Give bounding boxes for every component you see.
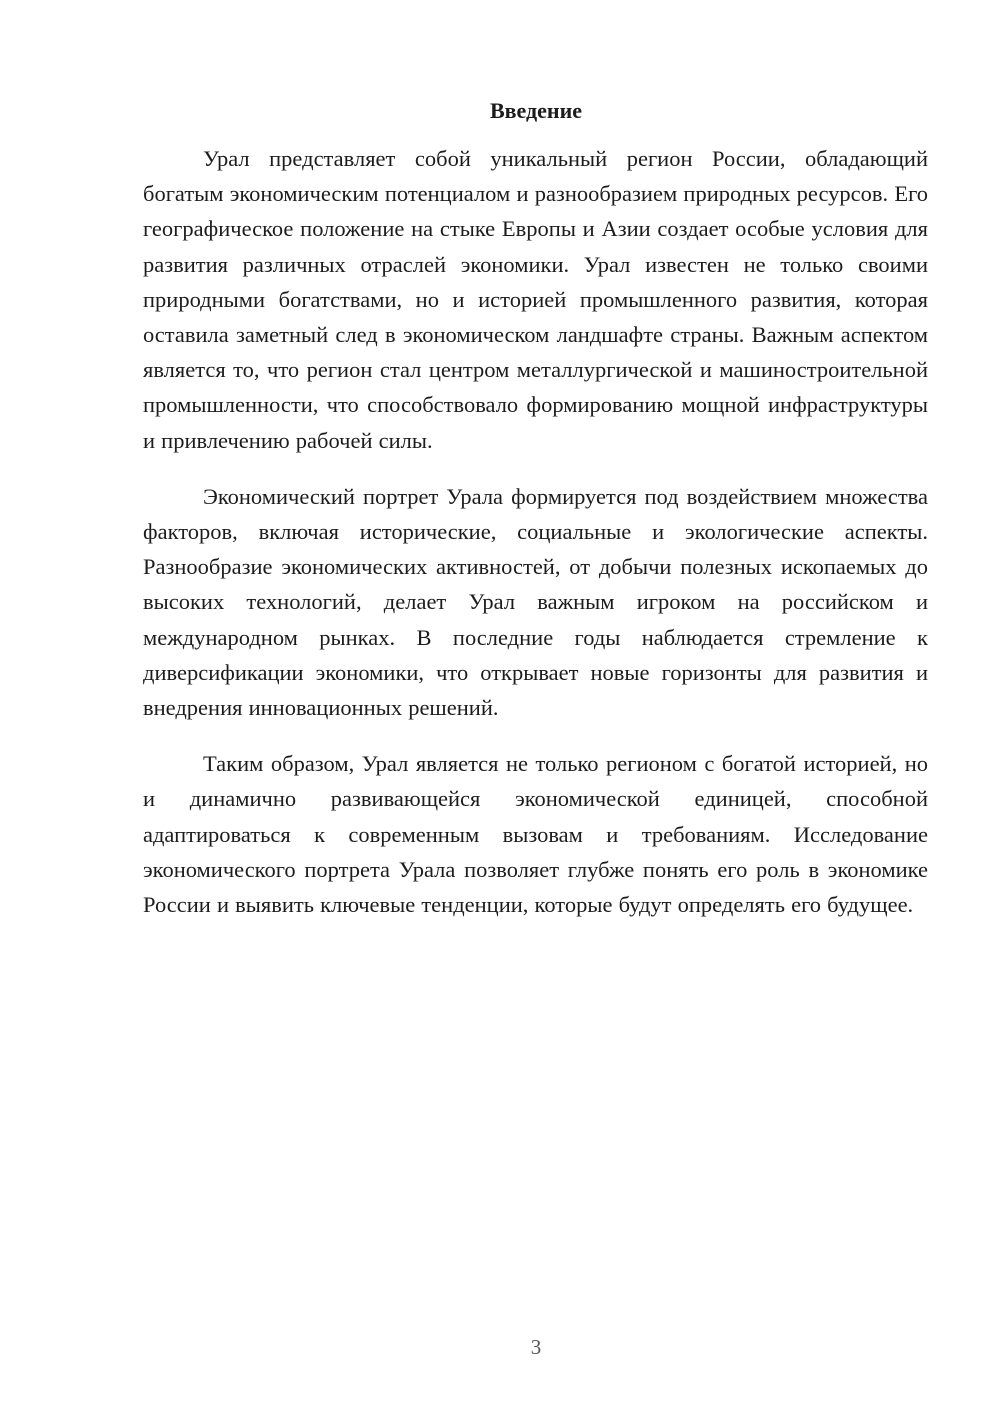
- page-number: 3: [530, 1335, 542, 1359]
- paragraph-1: Урал представляет собой уникальный регион России, обладающий богатым экономическим потенциалом и разнообразием природных ресурсов. Его географическое положение на стыке Европы и Азии создает особые условия для развития различных отраслей экономики. Урал известен не только своими природными богатствами, но и историей промышленного развития, которая оставила заметный след в экономическом ландшафте страны. Важным аспектом является то, что регион стал центром металлургической и машиностроительной промышленности, что способствовало формированию мощной инфраструктуры и привлечению рабочей силы.: [143, 146, 928, 453]
- section-heading: Введение: [489, 98, 583, 123]
- paragraph-2: Экономический портрет Урала формируется под воздействием множества факторов, включая исторические, социальные и экологические аспекты. Разнообразие экономических активностей, от добычи полезных ископаемых до высоких технологий, делает Урал важным игроком на российском и международном рынках. В последние годы наблюдается стремление к диверсификации экономики, что открывает новые горизонты для развития и внедрения инновационных решений.: [143, 483, 928, 721]
- paragraph-3: Таким образом, Урал является не только регионом с богатой историей, но и динамично развивающейся экономической единицей, способной адаптироваться к современным вызовам и требованиям. Исследование экономического портрета Урала позволяет глубже понять его роль в экономике России и выявить ключевые тенденции, которые будут определять его будущее.: [143, 751, 928, 918]
- body-text: [143, 141, 928, 922]
